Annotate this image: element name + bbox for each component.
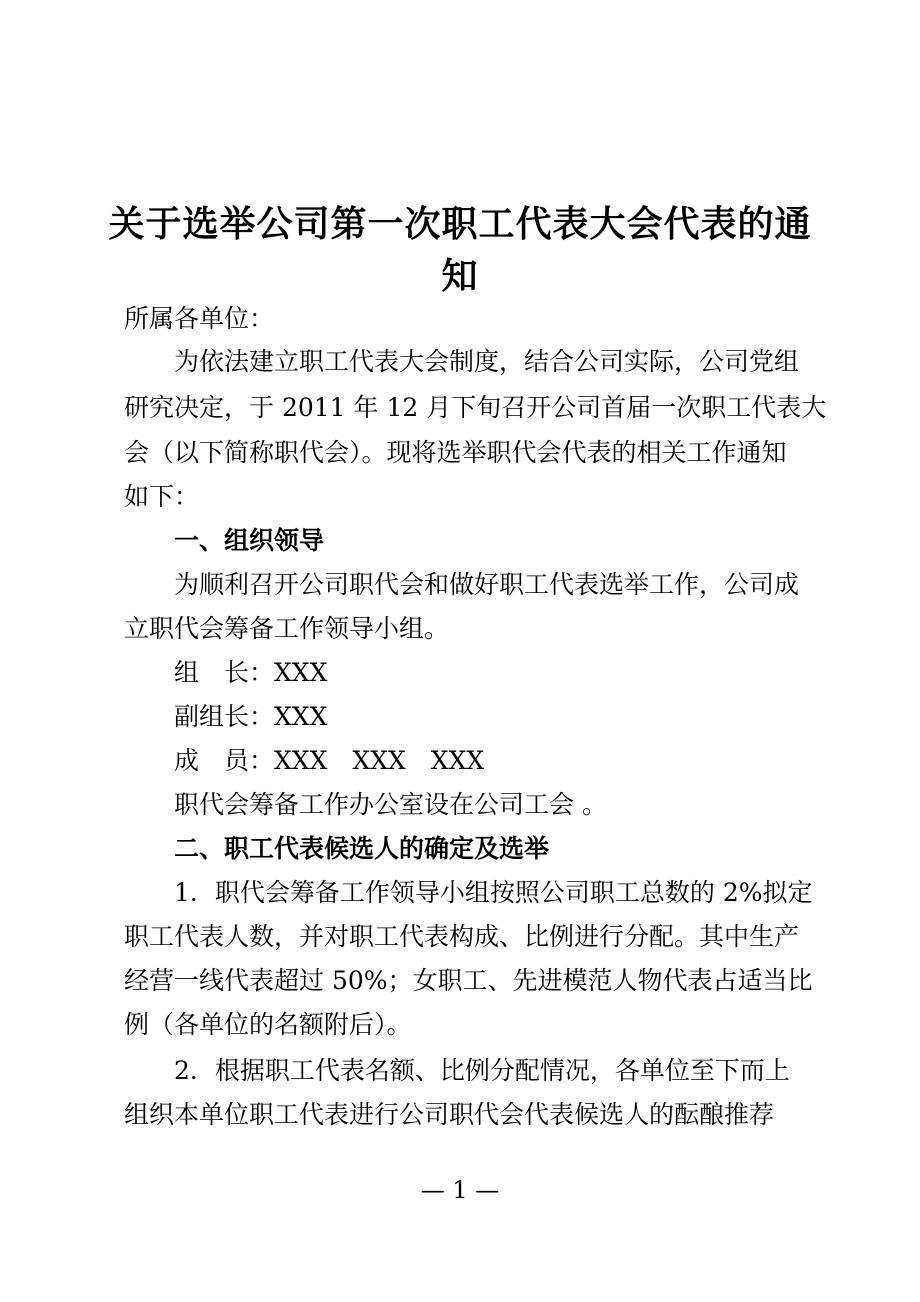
document-title-line-1: 关于选举公司第一次职工代表大会代表的通 [108,203,812,245]
intro-line-2: 研究决定，于 2011 年 12 月下旬召开公司首届一次职工代表大 [124,393,827,422]
office-location: 职代会筹备工作办公室设在公司工会 。 [174,790,607,819]
section-heading-organization: 一、组织领导 [174,526,325,555]
item2-line-2: 组织本单位职工代表进行公司职代会代表候选人的酝酿推荐 [124,1100,775,1129]
leader-entry: 组 长：XXX [174,658,328,687]
intro-line-1: 为依法建立职工代表大会制度，结合公司实际，公司党组 [174,347,800,376]
document-title-line-2: 知 [441,255,479,297]
deputy-leader-entry: 副组长：XXX [174,702,328,731]
item1-line-1: 1．职代会筹备工作领导小组按照公司职工总数的 2%拟定 [174,878,813,907]
intro-line-3: 会（以下简称职代会）。现将选举职代会代表的相关工作通知 [124,438,787,467]
intro-line-4: 如下： [124,482,200,511]
members-entry: 成 员：XXX XXX XXX [174,746,485,775]
section1-line-2: 立职代会筹备工作领导小组。 [124,614,450,643]
page-number: — 1 — [420,1176,500,1204]
item1-line-3: 经营一线代表超过 50%；女职工、先进模范人物代表占适当比 [124,966,813,995]
section1-line-1: 为顺利召开公司职代会和做好职工代表选举工作，公司成 [174,570,800,599]
item1-line-4: 例（各单位的名额附后）。 [124,1010,412,1039]
item2-line-1: 2．根据职工代表名额、比例分配情况，各单位至下而上 [174,1056,790,1085]
item1-line-2: 职工代表人数，并对职工代表构成、比例进行分配。其中生产 [124,922,800,951]
section-heading-candidates: 二、职工代表候选人的确定及选举 [174,834,550,863]
salutation: 所属各单位： [124,304,275,333]
